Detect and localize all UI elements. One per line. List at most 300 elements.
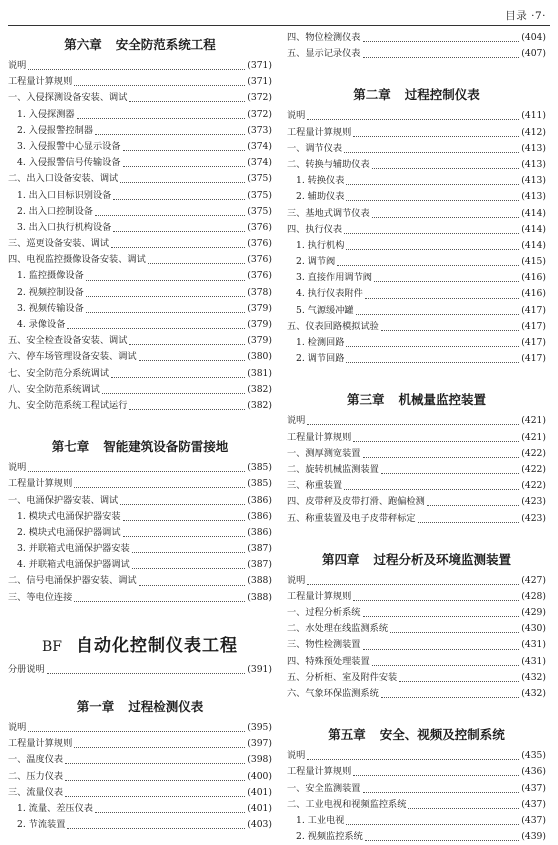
dot-leader <box>363 640 520 650</box>
dot-leader <box>337 256 519 266</box>
toc-list <box>287 108 546 367</box>
chapter-number: 第一章 <box>76 699 115 714</box>
toc-entry-page: (417) <box>521 353 546 365</box>
toc-entry-label: 五、显示记录仪表 <box>287 48 361 60</box>
toc-entry-label: 二、压力仪表 <box>8 770 64 782</box>
toc-entry <box>287 430 546 446</box>
dot-leader <box>123 527 246 537</box>
toc-entry <box>8 333 272 349</box>
toc-entry <box>8 74 272 90</box>
dot-leader <box>346 175 519 185</box>
toc-entry <box>8 509 272 525</box>
toc-entry <box>287 189 546 205</box>
toc-entry-label: 3. 出入口执行机构设备 <box>17 221 112 233</box>
toc-entry <box>287 446 546 462</box>
toc-entry-page: (401) <box>247 786 272 798</box>
chapter-number: 第六章 <box>64 37 102 52</box>
toc-entry <box>8 769 272 785</box>
toc-entry-label: 2. 出入口控制设备 <box>17 205 93 217</box>
toc-entry-page: (378) <box>247 286 272 298</box>
toc-entry <box>8 236 272 252</box>
toc-entry-page: (415) <box>521 256 546 268</box>
toc-entry-page: (413) <box>521 142 546 154</box>
toc-entry-label: 5. 气源缓冲罐 <box>296 304 354 316</box>
toc-entry-label: 一、过程分析系统 <box>287 607 361 619</box>
toc-entry-page: (387) <box>247 543 272 555</box>
dot-leader <box>120 173 245 183</box>
dot-leader <box>65 771 245 781</box>
chapter-title <box>287 722 546 748</box>
toc-entry-label: 三、流量仪表 <box>8 786 64 798</box>
dot-leader <box>381 321 519 331</box>
toc-entry-label: 1. 转换仪表 <box>296 175 345 187</box>
toc-entry-page: (376) <box>247 238 272 250</box>
toc-entry-label: 3. 入侵报警中心显示设备 <box>17 140 121 152</box>
toc-entry-page: (379) <box>247 302 272 314</box>
toc-entry-page: (407) <box>521 48 546 60</box>
toc-entry <box>287 813 546 829</box>
toc-entry-label: 三、基地式调节仪表 <box>287 207 370 219</box>
toc-entry-page: (395) <box>247 722 272 733</box>
dot-leader <box>123 511 246 521</box>
toc-entry-page: (413) <box>521 158 546 170</box>
toc-entry-page: (422) <box>521 447 546 459</box>
toc-entry-label: 2. 入侵报警控制器 <box>17 124 93 136</box>
toc-entry-page: (416) <box>521 272 546 284</box>
toc-entry-page: (372) <box>247 108 272 120</box>
dot-leader <box>95 803 245 813</box>
dot-leader <box>113 222 245 232</box>
toc-entry-label: 工程量计算规则 <box>8 738 73 750</box>
dot-leader <box>67 819 245 829</box>
toc-entry-label: 七、安全防范分系统调试 <box>8 367 110 379</box>
toc-entry-label: 4. 入侵报警信号传输设备 <box>17 157 121 169</box>
toc-entry-page: (417) <box>521 337 546 348</box>
dot-leader <box>408 799 519 809</box>
toc-entry-label: 二、水处理在线监测系统 <box>287 623 389 635</box>
toc-entry <box>8 123 272 139</box>
chapter-title <box>287 547 546 573</box>
toc-list <box>8 720 272 833</box>
toc-entry <box>8 817 272 833</box>
dot-leader <box>363 32 520 42</box>
toc-entry-page: (376) <box>247 254 272 266</box>
dot-leader <box>102 384 245 394</box>
toc-entry <box>8 268 272 284</box>
toc-entry-page: (437) <box>521 782 546 794</box>
toc-entry <box>8 252 272 268</box>
header-rule <box>8 25 550 26</box>
toc-entry <box>8 720 272 736</box>
toc-entry-page: (431) <box>521 655 546 667</box>
dot-leader <box>123 141 246 151</box>
toc-entry-page: (432) <box>521 671 546 683</box>
toc-column-left <box>8 30 272 833</box>
toc-entry-page: (435) <box>521 750 546 762</box>
toc-entry-label: 三、巡更设备安装、调试 <box>8 238 110 250</box>
toc-entry-label: 五、分析柜、室及附件安装 <box>287 671 398 683</box>
toc-entry-page: (386) <box>247 510 272 522</box>
chapter-number: 第四章 <box>321 551 360 567</box>
dot-leader <box>307 575 519 585</box>
toc-entry-page: (437) <box>521 798 546 810</box>
toc-entry-page: (437) <box>521 814 546 826</box>
toc-entry-label: 八、安全防范系统调试 <box>8 383 100 395</box>
chapter-name: 过程分析及环境监测装置 <box>373 551 512 567</box>
dot-leader <box>353 591 519 601</box>
dot-leader <box>307 750 519 760</box>
dot-leader <box>86 271 245 281</box>
toc-entry-page: (400) <box>247 770 272 782</box>
chapter-name: 过程控制仪表 <box>404 87 480 103</box>
toc-entry <box>8 382 272 398</box>
toc-entry <box>8 557 272 573</box>
toc-entry <box>287 686 546 702</box>
toc-entry-page: (404) <box>521 32 546 43</box>
dot-leader <box>111 368 245 378</box>
dot-leader <box>365 289 519 299</box>
dot-leader <box>346 353 519 363</box>
toc-entry <box>8 139 272 155</box>
dot-leader <box>95 125 245 135</box>
toc-entry-page: (386) <box>247 526 272 538</box>
toc-entry-page: (417) <box>521 304 546 316</box>
toc-entry-label: 2. 调节回路 <box>296 353 345 365</box>
dot-leader <box>353 432 519 442</box>
dot-leader <box>129 335 245 345</box>
toc-entry-page: (429) <box>521 607 546 619</box>
dot-leader <box>77 109 246 119</box>
toc-entry-label: 四、电视监控摄像设备安装、调试 <box>8 254 146 266</box>
toc-entry <box>8 662 272 678</box>
toc-entry-page: (422) <box>521 463 546 475</box>
dot-leader <box>139 576 246 586</box>
toc-entry-page: (385) <box>247 478 272 490</box>
toc-entry <box>287 637 546 653</box>
dot-leader <box>113 190 245 200</box>
dot-leader <box>95 206 245 216</box>
toc-entry-label: 五、安全检查设备安装、调试 <box>8 335 128 347</box>
toc-entry-label: 3. 视频传输设备 <box>17 302 84 314</box>
toc-entry <box>8 90 272 106</box>
toc-entry-page: (428) <box>521 590 546 602</box>
toc-entry-page: (371) <box>247 60 272 71</box>
toc-entry <box>287 781 546 797</box>
dot-leader <box>363 448 520 458</box>
dot-leader <box>427 496 519 506</box>
dot-leader <box>372 159 520 169</box>
dot-leader <box>74 738 245 748</box>
toc-entry <box>8 573 272 589</box>
dot-leader <box>148 254 245 264</box>
toc-list <box>287 413 546 526</box>
toc-entry <box>287 511 546 527</box>
dot-leader <box>28 60 245 70</box>
toc-entry-page: (387) <box>247 559 272 571</box>
chapter-number: 第七章 <box>51 439 90 455</box>
toc-entry-page: (421) <box>521 431 546 443</box>
toc-entry-page: (398) <box>247 754 272 766</box>
toc-entry-page: (430) <box>521 623 546 635</box>
toc-entry-page: (423) <box>521 496 546 508</box>
toc-entry-label: 说明 <box>8 722 27 733</box>
dot-leader <box>129 92 245 102</box>
toc-entry <box>287 125 546 141</box>
toc-entry-page: (432) <box>521 688 546 699</box>
toc-entry-label: 4. 执行仪表附件 <box>296 288 363 300</box>
toc-entry-label: 1. 出入口目标识别设备 <box>17 189 112 201</box>
toc-entry-label: 二、信号电涌保护器安装、调试 <box>8 575 137 587</box>
toc-entry-label: 四、执行仪表 <box>287 223 343 235</box>
toc-entry-page: (382) <box>247 399 272 411</box>
toc-entry-label: 四、皮带秤及皮带打滑、跑偏检测 <box>287 496 425 508</box>
toc-entry <box>287 46 546 62</box>
toc-entry-page: (397) <box>247 738 272 750</box>
toc-entry-label: 五、称重装置及电子皮带秤标定 <box>287 512 416 524</box>
toc-entry-label: 一、测厚测宽装置 <box>287 447 361 459</box>
toc-entry-label: 说明 <box>287 574 306 586</box>
toc-entry-label: 说明 <box>287 415 306 427</box>
toc-entry <box>287 478 546 494</box>
dot-leader <box>74 592 245 602</box>
toc-entry <box>287 286 546 302</box>
toc-entry <box>287 254 546 270</box>
toc-entry-page: (379) <box>247 335 272 347</box>
toc-entry <box>8 204 272 220</box>
dot-leader <box>111 238 245 248</box>
dot-leader <box>353 127 519 137</box>
toc-entry-label: 2. 模块式电涌保护器调试 <box>17 526 121 538</box>
toc-entry <box>287 351 546 367</box>
page-header: 目录 ·7· <box>505 10 546 22</box>
toc-entry-page: (372) <box>247 92 272 104</box>
toc-entry-page: (416) <box>521 288 546 300</box>
dot-leader <box>353 766 519 776</box>
chapter-name: 机械量监控装置 <box>398 392 487 408</box>
toc-entry-page: (382) <box>247 383 272 395</box>
toc-entry-label: 九、安全防范系统工程试运行 <box>8 399 128 411</box>
toc-entry <box>8 752 272 768</box>
toc-entry-label: 1. 监控摄像设备 <box>17 270 84 282</box>
toc-entry <box>287 206 546 222</box>
toc-entry <box>8 188 272 204</box>
toc-entry <box>8 58 272 74</box>
toc-entry <box>287 238 546 254</box>
toc-column-right <box>287 30 546 845</box>
toc-entry-label: 2. 视频控制设备 <box>17 286 84 298</box>
toc-entry <box>8 525 272 541</box>
toc-entry-label: 1. 检测回路 <box>296 337 345 348</box>
toc-entry-page: (411) <box>521 110 546 122</box>
toc-entry <box>287 764 546 780</box>
dot-leader <box>346 191 519 201</box>
toc-entry-page: (401) <box>247 802 272 814</box>
toc-entry <box>287 829 546 845</box>
toc-entry-page: (391) <box>247 663 272 675</box>
toc-entry <box>287 335 546 351</box>
dot-leader <box>65 787 245 797</box>
dot-leader <box>346 337 519 347</box>
chapter-name: 智能建筑设备防雷接地 <box>103 439 229 455</box>
toc-entry-page: (375) <box>247 173 272 185</box>
dot-leader <box>86 303 245 313</box>
toc-entry-label: 三、等电位连接 <box>8 591 73 603</box>
toc-entry-label: 六、停车场管理设备安装、调试 <box>8 351 137 363</box>
toc-entry-label: 五、仪表回路模拟试验 <box>287 320 379 332</box>
toc-list <box>287 573 546 703</box>
chapter-number: 第二章 <box>353 87 391 103</box>
toc-entry-page: (381) <box>247 367 272 379</box>
toc-entry-label: 一、入侵探测设备安装、调试 <box>8 92 128 104</box>
dot-leader <box>132 543 246 553</box>
toc-entry <box>8 349 272 365</box>
toc-entry <box>8 301 272 317</box>
toc-entry <box>8 460 272 476</box>
dot-leader <box>365 831 519 841</box>
dot-leader <box>399 672 519 682</box>
toc-entry <box>287 270 546 286</box>
toc-entry <box>287 141 546 157</box>
toc-entry-label: 二、转换与辅助仪表 <box>287 158 370 170</box>
toc-entry <box>287 108 546 124</box>
toc-entry-label: 2. 调节阀 <box>296 256 336 268</box>
toc-list <box>287 748 546 845</box>
dot-leader <box>120 495 245 505</box>
toc-entry-label: 工程量计算规则 <box>287 431 352 443</box>
toc-entry-page: (421) <box>521 415 546 427</box>
toc-entry <box>8 590 272 606</box>
toc-entry-page: (379) <box>247 319 272 330</box>
toc-entry-label: 工程量计算规则 <box>8 478 73 490</box>
toc-entry <box>287 589 546 605</box>
toc-entry-label: 1. 模块式电涌保护器安装 <box>17 510 121 522</box>
toc-entry <box>287 173 546 189</box>
toc-entry-label: 一、安全监测装置 <box>287 782 361 794</box>
dot-leader <box>346 240 519 250</box>
toc-list <box>287 30 546 62</box>
toc-entry-page: (375) <box>247 189 272 201</box>
toc-entry <box>287 222 546 238</box>
toc-entry <box>287 413 546 429</box>
toc-entry-page: (385) <box>247 462 272 474</box>
dot-leader <box>139 351 246 361</box>
toc-entry-page: (422) <box>521 480 546 492</box>
dot-leader <box>381 688 519 698</box>
toc-entry <box>287 748 546 764</box>
toc-entry-page: (380) <box>247 351 272 363</box>
toc-entry-label: 六、气象环保监测系统 <box>287 688 379 699</box>
part-title <box>8 630 272 662</box>
toc-entry-label: 说明 <box>287 110 306 122</box>
dot-leader <box>28 462 245 472</box>
toc-entry-page: (414) <box>521 207 546 219</box>
toc-entry <box>287 30 546 46</box>
toc-entry-label: 三、称重装置 <box>287 480 343 492</box>
part-code: BF <box>41 638 62 655</box>
toc-entry-page: (413) <box>521 175 546 187</box>
toc-entry <box>287 494 546 510</box>
toc-entry <box>287 670 546 686</box>
toc-entry-label: 二、工业电视和视频监控系统 <box>287 798 407 810</box>
toc-entry-label: 3. 并联箱式电涌保护器安装 <box>17 543 130 555</box>
chapter-title <box>287 82 546 108</box>
dot-leader <box>363 783 520 793</box>
dot-leader <box>418 513 520 523</box>
toc-entry-label: 工程量计算规则 <box>8 76 73 88</box>
toc-entry-label: 三、物性检测装置 <box>287 639 361 651</box>
toc-entry <box>8 155 272 171</box>
dot-leader <box>67 319 245 329</box>
chapter-title <box>8 694 272 720</box>
dot-leader <box>129 400 245 410</box>
toc-entry <box>287 462 546 478</box>
toc-list <box>8 460 272 606</box>
chapter-name: 安全、视频及控制系统 <box>379 727 505 743</box>
toc-entry-label: 四、特殊预处理装置 <box>287 655 370 667</box>
toc-entry <box>8 220 272 236</box>
toc-entry <box>8 107 272 123</box>
toc-entry-page: (373) <box>247 124 272 136</box>
toc-entry <box>8 493 272 509</box>
dot-leader <box>374 272 519 282</box>
toc-list <box>8 662 272 678</box>
toc-entry <box>287 303 546 319</box>
toc-entry <box>287 797 546 813</box>
dot-leader <box>390 623 519 633</box>
toc-entry-page: (386) <box>247 494 272 506</box>
dot-leader <box>74 76 245 86</box>
toc-entry-page: (371) <box>247 76 272 88</box>
chapter-name: 安全防范系统工程 <box>115 37 216 52</box>
toc-entry-page: (388) <box>247 591 272 603</box>
chapter-title <box>8 32 272 58</box>
part-name: 自动化控制仪表工程 <box>76 635 238 656</box>
chapter-name: 过程检测仪表 <box>128 699 204 714</box>
toc-entry <box>8 785 272 801</box>
toc-entry <box>8 398 272 414</box>
toc-entry-page: (436) <box>521 766 546 778</box>
toc-entry-page: (413) <box>521 191 546 203</box>
toc-entry-page: (388) <box>247 575 272 587</box>
toc-entry-label: 4. 录像设备 <box>17 319 66 330</box>
toc-entry <box>287 573 546 589</box>
chapter-number: 第五章 <box>328 727 366 743</box>
dot-leader <box>28 722 245 732</box>
dot-leader <box>363 48 520 58</box>
toc-entry-label: 工程量计算规则 <box>287 590 352 602</box>
toc-entry <box>8 285 272 301</box>
dot-leader <box>344 224 519 234</box>
dot-leader <box>74 478 245 488</box>
toc-entry <box>8 801 272 817</box>
dot-leader <box>356 305 520 315</box>
dot-leader <box>344 480 519 490</box>
chapter-number: 第三章 <box>346 392 385 408</box>
toc-entry <box>8 171 272 187</box>
toc-entry <box>8 736 272 752</box>
dot-leader <box>47 664 246 674</box>
dot-leader <box>344 143 519 153</box>
toc-entry-page: (427) <box>521 574 546 586</box>
toc-entry-page: (403) <box>247 819 272 831</box>
toc-entry-label: 二、出入口设备安装、调试 <box>8 173 119 185</box>
toc-entry-page: (375) <box>247 205 272 217</box>
toc-entry-page: (414) <box>521 239 546 251</box>
toc-entry-label: 说明 <box>8 462 27 474</box>
toc-entry-page: (414) <box>521 223 546 235</box>
toc-entry-label: 3. 直接作用调节阀 <box>296 272 372 284</box>
toc-entry-page: (417) <box>521 320 546 332</box>
